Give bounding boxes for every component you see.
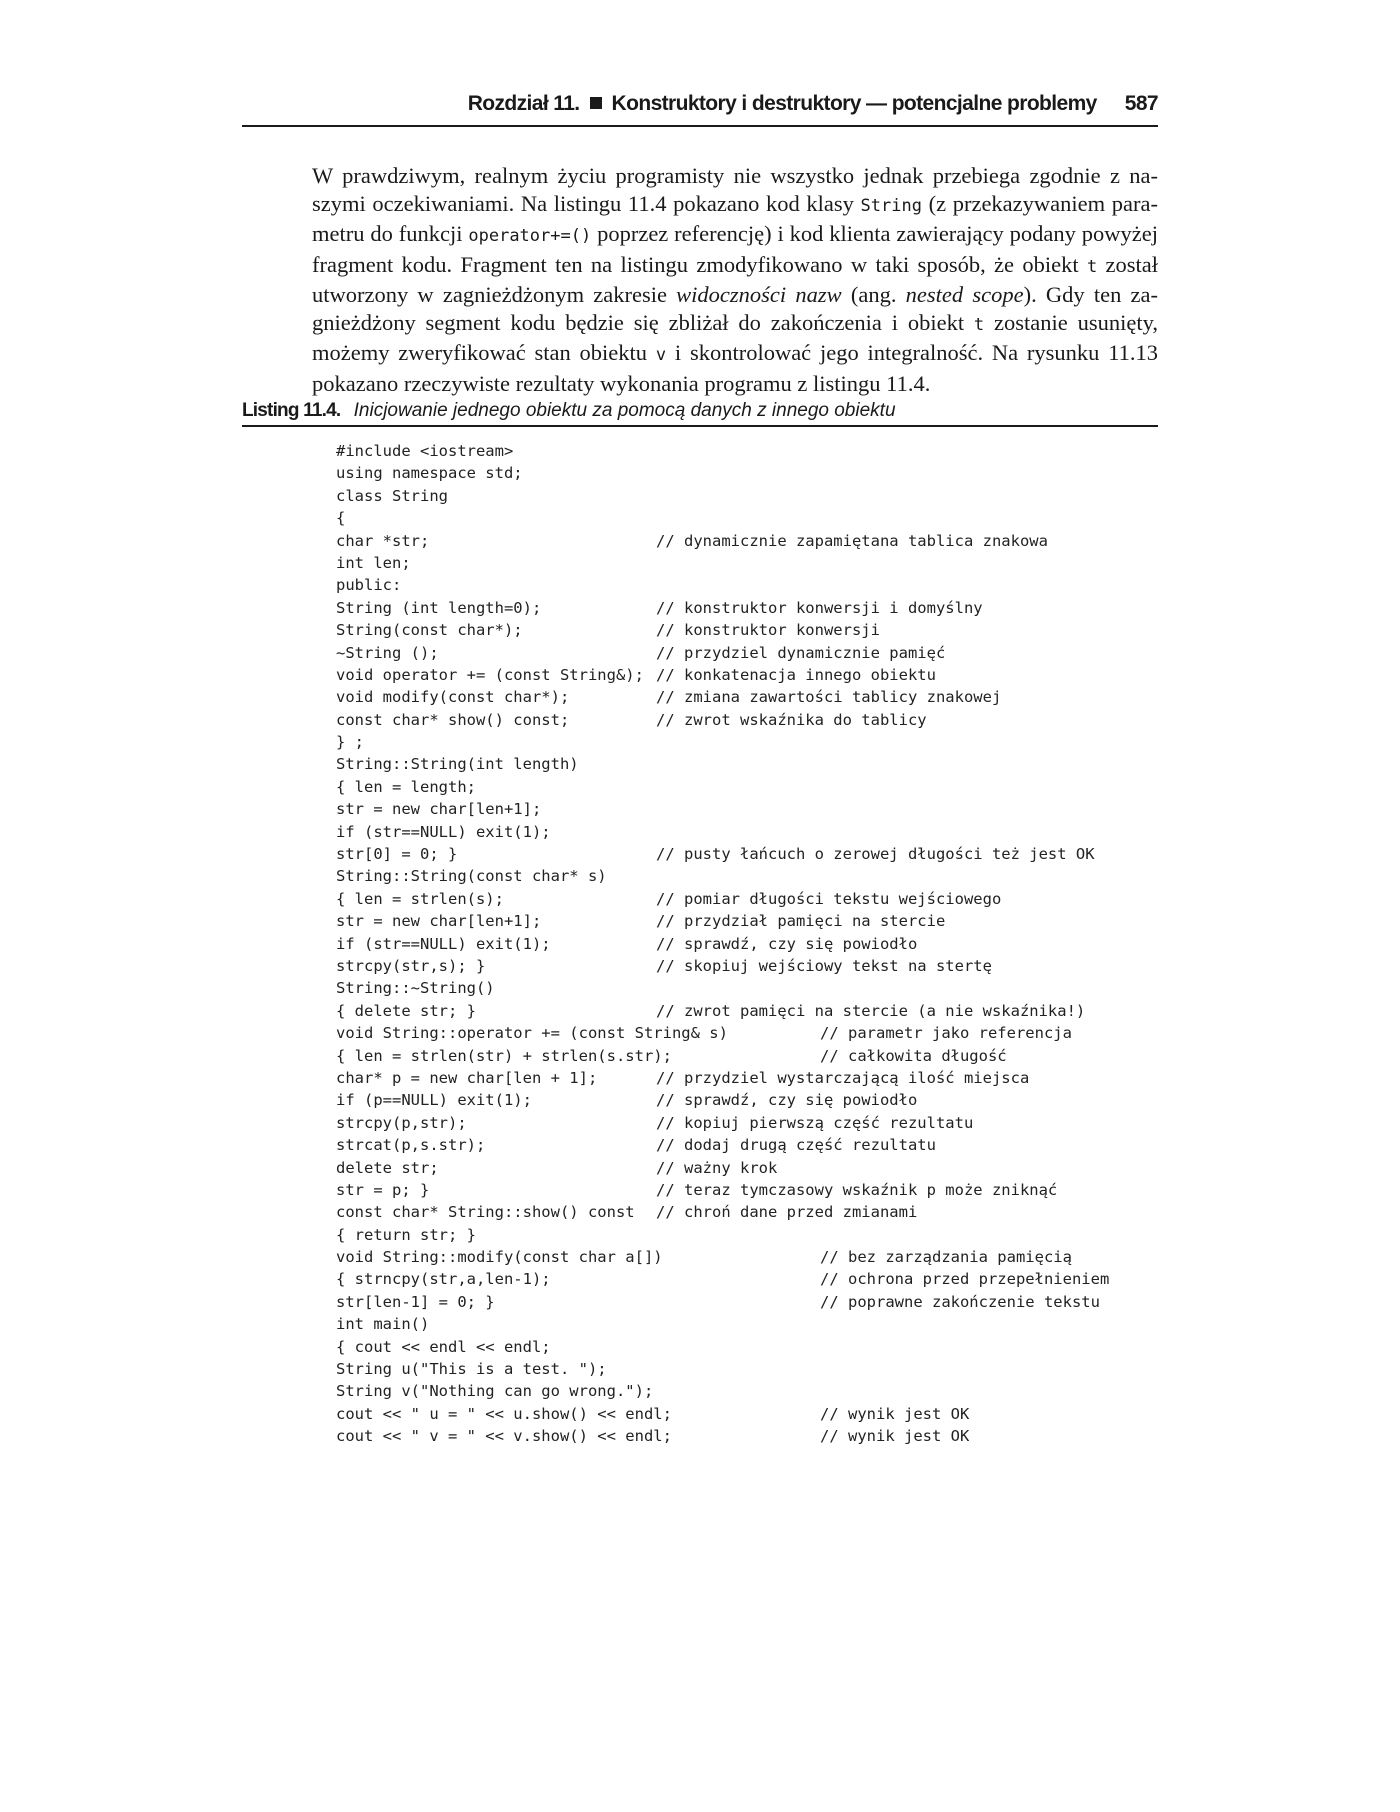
code-line — [336, 1380, 1156, 1402]
code-comment: // ochrona przed przepełnieniem — [820, 1270, 1110, 1289]
listing-label: Listing 11.4. — [242, 400, 341, 421]
page-number: 587 — [1124, 92, 1158, 115]
code-text: String::String(const char* s) — [336, 867, 607, 886]
code-comment: // sprawdź, czy się powiodło — [656, 1091, 918, 1110]
code-text: cout << " u = " << u.show() << endl; — [336, 1404, 672, 1423]
code-line — [336, 888, 1156, 910]
code-comment: // przydział pamięci na stercie — [656, 912, 946, 931]
code-line — [336, 440, 1156, 462]
code-comment: // całkowita długość — [820, 1046, 1007, 1065]
code-listing — [336, 440, 1156, 1448]
code-text: } ; — [336, 733, 364, 752]
code-line — [336, 1089, 1156, 1111]
code-line — [336, 1157, 1156, 1179]
code-line — [336, 1425, 1156, 1447]
code-text: { cout << endl << endl; — [336, 1337, 551, 1356]
code-text: strcpy(p,str); — [336, 1113, 467, 1132]
code-text: String(const char*); — [336, 621, 523, 640]
code-text: { len = strlen(str) + strlen(s.str); — [336, 1046, 672, 1065]
code-line — [336, 1403, 1156, 1425]
code-line — [336, 462, 1156, 484]
code-text: #include <iostream> — [336, 442, 514, 460]
code-comment: // konstruktor konwersji i domyślny — [656, 598, 983, 617]
code-line — [336, 821, 1156, 843]
code-comment: // zmiana zawartości tablicy znakowej — [656, 688, 1002, 707]
inline-code: String — [860, 195, 922, 216]
inline-code: v — [655, 345, 667, 365]
text-run: ). Gdy ten zagnieżdżony segment kodu będzie się zbliżał do zakończenia i obiekt — [312, 282, 1159, 335]
chapter-title: Konstruktory i destruktory — potencjalne problemy — [611, 92, 1097, 115]
code-line — [336, 709, 1156, 731]
code-text: delete str; — [336, 1158, 439, 1177]
code-comment: // parametr jako referencja — [820, 1024, 1072, 1043]
code-line — [336, 642, 1156, 664]
code-comment: // ważny krok — [656, 1158, 778, 1177]
code-text: { len = strlen(s); — [336, 889, 504, 908]
body-paragraph — [312, 162, 1158, 397]
header-rule — [242, 125, 1158, 127]
code-line — [336, 574, 1156, 596]
code-line — [336, 597, 1156, 619]
code-comment: // zwrot wskaźnika do tablicy — [656, 710, 927, 729]
code-line — [336, 1268, 1156, 1290]
text-run: (z przekazywaniem parametru do funkcji — [312, 190, 1159, 246]
code-comment: // poprawne zakończenie tekstu — [820, 1292, 1100, 1311]
code-text: public: — [336, 576, 402, 595]
code-text: char* p = new char[len + 1]; — [336, 1068, 598, 1087]
code-line — [336, 798, 1156, 820]
code-text: { — [336, 509, 346, 528]
code-comment: // bez zarządzania pamięcią — [820, 1248, 1072, 1267]
code-line — [336, 507, 1156, 529]
code-text: strcpy(str,s); } — [336, 956, 486, 975]
code-comment: // wynik jest OK — [820, 1404, 970, 1423]
code-text: const char* String::show() const — [336, 1203, 635, 1222]
code-text: void modify(const char*); — [336, 688, 570, 707]
emphasis: widoczności nazw — [676, 282, 842, 307]
code-line — [336, 1358, 1156, 1380]
code-line — [336, 843, 1156, 865]
code-line — [336, 910, 1156, 932]
code-line — [336, 686, 1156, 708]
code-text: const char* show() const; — [336, 710, 570, 729]
code-text: String (int length=0); — [336, 598, 542, 617]
code-comment: // dodaj drugą część rezultatu — [656, 1136, 936, 1155]
code-line — [336, 753, 1156, 775]
code-comment: // zwrot pamięci na stercie (a nie wskaźnika!) — [656, 1001, 1086, 1020]
code-line — [336, 1291, 1156, 1313]
code-line — [336, 1022, 1156, 1044]
inline-code: t — [973, 314, 985, 335]
text-run: W prawdziwym, realnym życiu programisty nie wszystko jednak przebiega zgodnie z naszymi oczekiwaniami. Na listingu 11.4 pokazano kod klasy — [312, 163, 1158, 216]
code-text: void String::modify(const char a[]) — [336, 1248, 663, 1267]
code-text: class String — [336, 486, 448, 505]
code-line — [336, 1336, 1156, 1358]
code-text: { len = length; — [336, 777, 476, 796]
code-line — [336, 485, 1156, 507]
code-comment: // dynamicznie zapamiętana tablica znakowa — [656, 531, 1048, 550]
inline-code: t — [1086, 256, 1098, 277]
inline-code: operator+=() — [468, 226, 592, 246]
emphasis: nested scope — [905, 282, 1024, 307]
running-header — [242, 92, 1158, 116]
code-line — [336, 1112, 1156, 1134]
code-comment: // pusty łańcuch o zerowej długości też jest OK — [656, 845, 1095, 864]
code-text: void operator += (const String&); — [336, 665, 644, 684]
code-text: strcat(p,s.str); — [336, 1136, 486, 1155]
text-run: poprzez referencję) i kod klienta zawierający podany powyżej fragment kodu. Fragment ten na listingu zmodyfikowano w taki sposób, że obiekt — [312, 221, 1158, 277]
code-line — [336, 1000, 1156, 1022]
code-line — [336, 619, 1156, 641]
listing-title: Inicjowanie jednego obiektu za pomocą danych z innego obiektu — [353, 400, 896, 421]
code-line — [336, 955, 1156, 977]
text-run: został utworzony w zagnieżdżonym zakresie — [312, 251, 1159, 307]
code-text: if (p==NULL) exit(1); — [336, 1091, 532, 1110]
code-line — [336, 530, 1156, 552]
code-line — [336, 1313, 1156, 1335]
text-run: i skontrolować jego integralność. Na rysunku 11.13 pokazano rzeczywiste rezultaty wykonania programu z listingu 11.4. — [312, 340, 1159, 396]
listing-caption — [242, 400, 1158, 422]
code-text: int main() — [336, 1315, 430, 1334]
code-comment: // konkatenacja innego obiektu — [656, 665, 936, 684]
code-text: int len; — [336, 553, 411, 572]
code-comment: // pomiar długości tekstu wejściowego — [656, 889, 1002, 908]
code-text: cout << " v = " << v.show() << endl; — [336, 1427, 672, 1446]
code-text: if (str==NULL) exit(1); — [336, 934, 551, 953]
code-text: using namespace std; — [336, 464, 523, 483]
code-text: { strncpy(str,a,len-1); — [336, 1270, 551, 1289]
code-comment: // teraz tymczasowy wskaźnik p może zniknąć — [656, 1180, 1058, 1199]
code-text: str = p; } — [336, 1180, 430, 1199]
code-text: String u("This is a test. "); — [336, 1360, 607, 1379]
code-text: { delete str; } — [336, 1001, 476, 1020]
code-text: str[len-1] = 0; } — [336, 1292, 495, 1311]
code-line — [336, 1067, 1156, 1089]
text-run: zostanie usunięty, możemy zweryfikować stan obiektu — [312, 309, 1158, 365]
code-comment: // wynik jest OK — [820, 1427, 970, 1446]
code-comment: // przydziel wystarczającą ilość miejsca — [656, 1068, 1030, 1087]
code-text: String::~String() — [336, 979, 495, 998]
code-text: String v("Nothing can go wrong."); — [336, 1382, 654, 1401]
text-run: (ang. — [841, 282, 906, 307]
chapter-label: Rozdział 11. — [467, 92, 580, 115]
code-line — [336, 1045, 1156, 1067]
code-comment: // przydziel dynamicznie pamięć — [656, 643, 946, 662]
code-text: String::String(int length) — [336, 755, 579, 774]
code-comment: // skopiuj wejściowy tekst na stertę — [656, 956, 992, 975]
code-line — [336, 664, 1156, 686]
square-bullet-icon — [590, 97, 602, 109]
code-text: str = new char[len+1]; — [336, 800, 542, 819]
code-comment: // sprawdź, czy się powiodło — [656, 934, 918, 953]
code-line — [336, 1179, 1156, 1201]
code-text: str = new char[len+1]; — [336, 912, 542, 931]
code-line — [336, 1201, 1156, 1223]
code-line — [336, 1246, 1156, 1268]
code-line — [336, 776, 1156, 798]
code-line — [336, 1134, 1156, 1156]
code-text: char *str; — [336, 531, 430, 550]
code-text: if (str==NULL) exit(1); — [336, 822, 551, 841]
code-text: str[0] = 0; } — [336, 845, 458, 864]
code-comment: // kopiuj pierwszą część rezultatu — [656, 1113, 974, 1132]
code-line — [336, 933, 1156, 955]
listing-rule — [242, 425, 1158, 427]
code-comment: // chroń dane przed zmianami — [656, 1203, 918, 1222]
code-line — [336, 552, 1156, 574]
code-line — [336, 731, 1156, 753]
code-text: { return str; } — [336, 1225, 476, 1244]
code-comment: // konstruktor konwersji — [656, 621, 880, 640]
code-line — [336, 977, 1156, 999]
code-line — [336, 1224, 1156, 1246]
code-line — [336, 865, 1156, 887]
code-text: ~String (); — [336, 643, 439, 662]
code-text: void String::operator += (const String& s) — [336, 1024, 728, 1043]
